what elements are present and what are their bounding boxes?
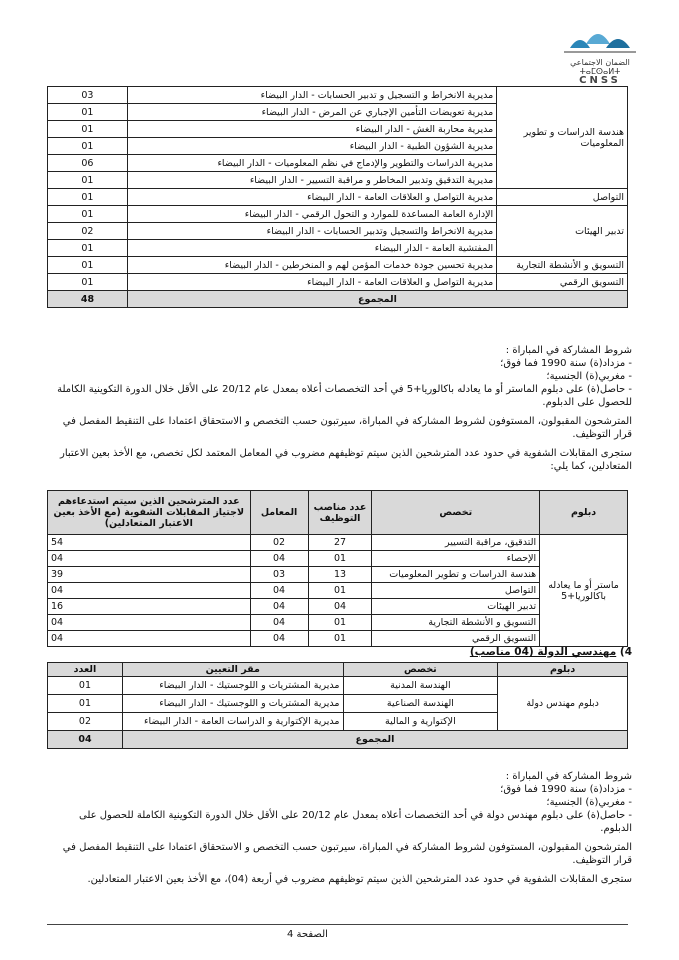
count-cell: 02 (48, 713, 123, 731)
place-cell: مديرية المشتريات و اللوجستيك - الدار البيضاء (122, 677, 343, 695)
table-row (48, 206, 628, 223)
engineers-table (47, 662, 628, 749)
candidates-cell: 54 (48, 535, 251, 551)
specialty-cell: التسويق الرقمي (372, 631, 540, 647)
total-value: 04 (48, 731, 123, 749)
logo-tifinagh-text: ⵜⴰⵎⵙⴰⵍⵜ (579, 67, 621, 76)
condition-item: - حاصل(ة) على دبلوم الماستر أو ما يعادله باكالوريا+5 في أحد التخصصات أعلاه بمعدل عام 20/12 على الأقل خلال الدورة التكوينية الكاملة للحصول على الدبلوم. (57, 384, 632, 408)
condition-item: - حاصل(ة) على دبلوم مهندس دولة في أحد التخصصات أعلاه بمعدل عام 20/12 على الأقل خلال الدورة التكوينية الكاملة للحصول على الدبلوم. (79, 810, 632, 834)
header-coefficient: المعامل (250, 491, 308, 535)
coefficient-cell: 04 (250, 615, 308, 631)
positions-table (47, 86, 628, 308)
condition-item: - مزداد(ة) سنة 1990 فما فوق؛ (500, 358, 632, 369)
posts-cell: 04 (308, 599, 372, 615)
group-cell: هندسة الدراسات و تطوير المعلوميات (497, 87, 628, 189)
header-diploma: دبلوم (540, 491, 628, 535)
entity-cell: مديرية التواصل و العلاقات العامة - الدار البيضاء (127, 274, 496, 291)
specialty-cell: الإكتوارية و المالية (343, 713, 498, 731)
specialty-cell: التدقيق، مراقبة التسيير (372, 535, 540, 551)
header-specialty: تخصص (343, 663, 498, 677)
interview-table (47, 490, 628, 647)
coefficient-cell: 04 (250, 631, 308, 647)
specialty-cell: تدبير الهيئات (372, 599, 540, 615)
count-cell: 02 (48, 223, 128, 240)
specialty-cell: هندسة الدراسات و تطوير المعلوميات (372, 567, 540, 583)
count-cell: 03 (48, 87, 128, 104)
count-cell: 01 (48, 240, 128, 257)
group-cell: التواصل (497, 189, 628, 206)
interview-paragraph: ستجرى المقابلات الشفوية في حدود عدد المترشحين الذين سيتم توظيفهم مضروب في أربعة (04)، مع الأخذ بعين الاعتبار المتعادلين. (87, 874, 632, 885)
coefficient-cell: 04 (250, 583, 308, 599)
specialty-cell: الهندسة الصناعية (343, 695, 498, 713)
entity-cell: مديرية التواصل و العلاقات العامة - الدار البيضاء (127, 189, 496, 206)
specialty-cell: الإحصاء (372, 551, 540, 567)
conditions-block-2 (47, 770, 632, 886)
posts-cell: 27 (308, 535, 372, 551)
header-posts: عدد مناصب التوظيف (308, 491, 372, 535)
candidates-cell: 16 (48, 599, 251, 615)
count-cell: 01 (48, 677, 123, 695)
entity-cell: مديرية تحسين جودة خدمات المؤمن لهم و المنخرطين - الدار البيضاء (127, 257, 496, 274)
total-value: 48 (48, 291, 128, 308)
entity-cell: مديرية التدقيق وتدبير المخاطر و مراقبة التسيير - الدار البيضاء (127, 172, 496, 189)
diploma-cell: دبلوم مهندس دولة (498, 677, 628, 731)
candidates-cell: 04 (48, 551, 251, 567)
table-row (48, 535, 628, 551)
header-diploma: دبلوم (498, 663, 628, 677)
interview-paragraph: ستجرى المقابلات الشفوية في حدود عدد المترشحين الذين سيتم توظيفهم مضروب في المعامل المعتمد لكل تخصص، مع الأخذ بعين الاعتبار المتعادلين، كما يلي: (60, 448, 632, 472)
section-title: مهندسي الدولة (04 مناصب) (469, 646, 617, 658)
condition-item: - مغربي(ة) الجنسية؛ (546, 371, 632, 382)
group-cell: التسويق الرقمي (497, 274, 628, 291)
total-label: المجموع (127, 291, 627, 308)
coefficient-cell: 04 (250, 551, 308, 567)
count-cell: 01 (48, 257, 128, 274)
header-count: العدد (48, 663, 123, 677)
posts-cell: 01 (308, 583, 372, 599)
conditions-title: شروط المشاركة في المباراة : (505, 771, 632, 782)
count-cell: 01 (48, 104, 128, 121)
condition-item: - مغربي(ة) الجنسية؛ (546, 797, 632, 808)
candidates-cell: 04 (48, 583, 251, 599)
total-row (48, 291, 628, 308)
specialty-cell: التسويق و الأنشطة التجارية (372, 615, 540, 631)
coefficient-cell: 02 (250, 535, 308, 551)
place-cell: مديرية المشتريات و اللوجستيك - الدار البيضاء (122, 695, 343, 713)
specialty-cell: التواصل (372, 583, 540, 599)
count-cell: 01 (48, 138, 128, 155)
header-place: مقر التعيين (122, 663, 343, 677)
section-number: 4) (619, 646, 632, 658)
posts-cell: 01 (308, 551, 372, 567)
table-row (48, 677, 628, 695)
place-cell: مديرية الإكتوارية و الدراسات العامة - الدار البيضاء (122, 713, 343, 731)
entity-cell: مديرية تعويضات التأمين الإجباري عن المرض - الدار البيضاء (127, 104, 496, 121)
table-row (48, 189, 628, 206)
candidates-cell: 04 (48, 615, 251, 631)
condition-item: - مزداد(ة) سنة 1990 فما فوق؛ (500, 784, 632, 795)
section-4-heading (470, 646, 632, 658)
entity-cell: مديرية الدراسات والتطوير والإدماج في نظم المعلوميات - الدار البيضاء (127, 155, 496, 172)
count-cell: 01 (48, 121, 128, 138)
count-cell: 06 (48, 155, 128, 172)
coefficient-cell: 03 (250, 567, 308, 583)
count-cell: 01 (48, 695, 123, 713)
conditions-block-1 (47, 344, 632, 473)
entity-cell: الإدارة العامة المساعدة للموارد و التحول الرقمي - الدار البيضاء (127, 206, 496, 223)
ranking-paragraph: المترشحون المقبولون، المستوفون لشروط المشاركة في المباراة، سيرتبون حسب التخصص و الاستحقاق اعتمادا على التنقيط المفصل في قرار التوظيف. (62, 842, 632, 866)
page-footer (47, 924, 628, 940)
candidates-cell: 39 (48, 567, 251, 583)
page-number: الصفحة 4 (287, 929, 328, 940)
conditions-title: شروط المشاركة في المباراة : (505, 345, 632, 356)
table-row (48, 274, 628, 291)
posts-cell: 13 (308, 567, 372, 583)
posts-cell: 01 (308, 615, 372, 631)
coefficient-cell: 04 (250, 599, 308, 615)
diploma-cell: ماستر أو ما يعادله باكالوريا+5 (540, 535, 628, 647)
total-label: المجموع (122, 731, 627, 749)
candidates-cell: 04 (48, 631, 251, 647)
entity-cell: مديرية الشؤون الطبية - الدار البيضاء (127, 138, 496, 155)
group-cell: التسويق و الأنشطة التجارية (497, 257, 628, 274)
logo-cnss-text: CNSS (579, 75, 621, 86)
entity-cell: مديرية الانخراط و التسجيل و تدبير الحسابات - الدار البيضاء (127, 87, 496, 104)
count-cell: 01 (48, 274, 128, 291)
group-cell: تدبير الهيئات (497, 206, 628, 257)
ranking-paragraph: المترشحون المقبولون، المستوفون لشروط المشاركة في المباراة، سيرتبون حسب التخصص و الاستحقاق اعتمادا على التنقيط المفصل في قرار التوظيف. (62, 416, 632, 440)
table-row (48, 87, 628, 104)
logo-arabic-text: الضمان الاجتماعي (570, 58, 630, 67)
count-cell: 01 (48, 206, 128, 223)
specialty-cell: الهندسة المدنية (343, 677, 498, 695)
entity-cell: مديرية الانخراط والتسجيل وتدبير الحسابات - الدار البيضاء (127, 223, 496, 240)
posts-cell: 01 (308, 631, 372, 647)
entity-cell: مديرية محاربة الغش - الدار البيضاء (127, 121, 496, 138)
entity-cell: المفتشية العامة - الدار البيضاء (127, 240, 496, 257)
header-candidates: عدد المترشحين الذين سيتم استدعاءهم لاجتياز المقابلات الشفوية (مع الأخذ بعين الاعتبار المتعادلين) (48, 491, 251, 535)
total-row (48, 731, 628, 749)
logo-roofs-icon (560, 18, 640, 58)
header-specialty: تخصص (372, 491, 540, 535)
cnss-logo (560, 18, 640, 88)
table-row (48, 257, 628, 274)
count-cell: 01 (48, 189, 128, 206)
count-cell: 01 (48, 172, 128, 189)
